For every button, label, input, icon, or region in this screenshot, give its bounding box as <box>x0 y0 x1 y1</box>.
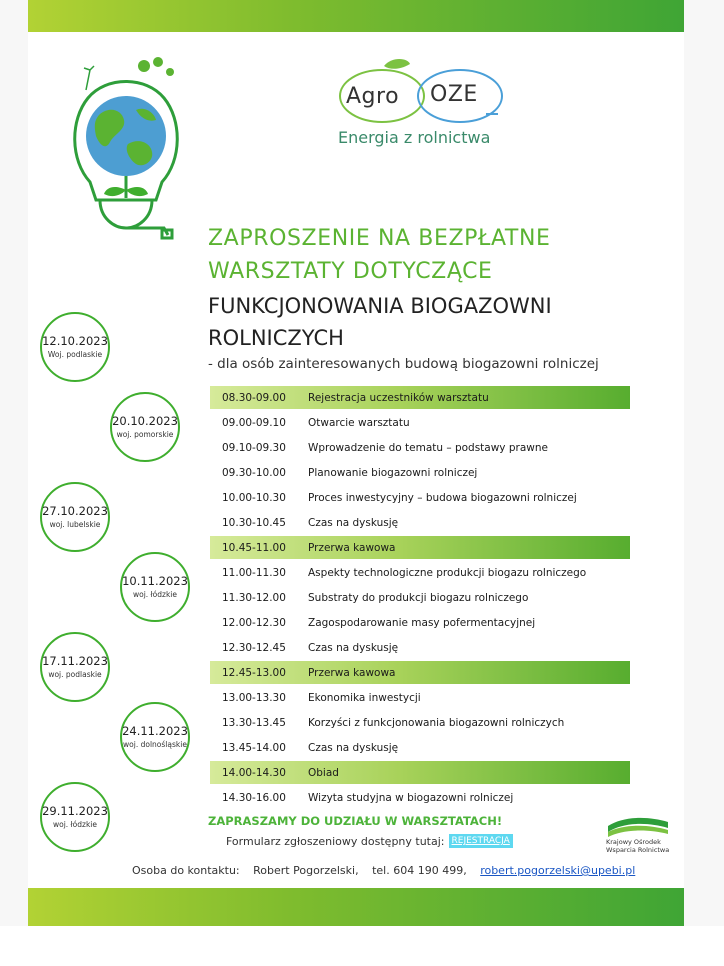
date-circle <box>40 782 110 852</box>
agenda-activity: Czas na dyskusję <box>308 741 399 754</box>
date-circle-date: 12.10.2023 <box>42 334 108 348</box>
contact-phone: tel. 604 190 499, <box>372 864 467 877</box>
page-margin-bottom <box>0 926 724 966</box>
agenda-time: 13.30-13.45 <box>222 716 286 729</box>
agenda-time: 11.00-11.30 <box>222 566 286 579</box>
date-circle-date: 20.10.2023 <box>112 414 178 428</box>
agenda-activity: Planowanie biogazowni rolniczej <box>308 466 478 479</box>
date-circle-date: 29.11.2023 <box>42 804 108 818</box>
contact-email-link[interactable]: robert.pogorzelski@upebi.pl <box>480 864 636 877</box>
date-circle-region: woj. lubelskie <box>49 520 101 529</box>
agenda-activity: Wprowadzenie do tematu – podstawy prawne <box>308 441 548 454</box>
date-circle-region: woj. dolnośląskie <box>123 740 187 749</box>
agenda-activity: Ekonomika inwestycji <box>308 691 421 704</box>
logo-oze-text: OZE <box>430 82 478 107</box>
date-circle <box>110 392 180 462</box>
agenda-row-highlight <box>210 761 630 784</box>
logo-agro-text: Agro <box>346 84 400 109</box>
agenda-activity: Przerwa kawowa <box>308 541 396 554</box>
agenda-row <box>210 435 630 460</box>
agenda-row <box>210 610 630 635</box>
agenda-time: 12.00-12.30 <box>222 616 286 629</box>
top-green-band <box>28 0 684 32</box>
heading-line-3: FUNKCJONOWANIA BIOGAZOWNI <box>208 294 552 318</box>
heading-subtitle: - dla osób zainteresowanych budową biogazowni rolniczej <box>208 356 599 372</box>
agenda-activity: Czas na dyskusję <box>308 516 399 529</box>
date-circle <box>40 482 110 552</box>
agenda-activity: Obiad <box>308 766 339 779</box>
agenda-time: 11.30-12.00 <box>222 591 286 604</box>
agenda-row <box>210 685 630 710</box>
agenda-row <box>210 410 630 435</box>
agenda-activity: Korzyści z funkcjonowania biogazowni rolniczych <box>308 716 565 729</box>
agenda-activity: Rejestracja uczestników warsztatu <box>308 391 489 404</box>
agenda-time: 10.30-10.45 <box>222 516 286 529</box>
date-circle <box>40 312 110 382</box>
agenda-row <box>210 785 630 810</box>
date-circle-region: woj. łódzkie <box>52 820 98 829</box>
agenda-row-highlight <box>210 386 630 409</box>
agenda-time: 10.45-11.00 <box>222 541 286 554</box>
date-circle <box>120 552 190 622</box>
heading-line-1: ZAPROSZENIE NA BEZPŁATNE <box>208 226 551 251</box>
agenda-time: 09.00-09.10 <box>222 416 286 429</box>
date-circle-date: 10.11.2023 <box>122 574 188 588</box>
date-circle-region: woj. pomorskie <box>116 430 174 439</box>
date-circle-date: 27.10.2023 <box>42 504 108 518</box>
agenda-row-highlight <box>210 536 630 559</box>
agenda-time: 08.30-09.00 <box>222 391 286 404</box>
registration-text: Formularz zgłoszeniowy dostępny tutaj: <box>226 834 445 848</box>
agenda-row-highlight <box>210 661 630 684</box>
logo-subtitle: Energia z rolnictwa <box>338 128 491 147</box>
date-circle-date: 24.11.2023 <box>122 724 188 738</box>
agenda-time: 09.30-10.00 <box>222 466 286 479</box>
date-circle <box>40 632 110 702</box>
register-button[interactable]: REJESTRACJA <box>449 834 513 848</box>
agenda-row <box>210 560 630 585</box>
agenda-activity: Aspekty technologiczne produkcji biogazu rolniczego <box>308 566 587 579</box>
date-circle-region: Woj. podlaskie <box>47 350 103 359</box>
agenda-time: 12.30-12.45 <box>222 641 286 654</box>
bottom-green-band <box>28 888 684 926</box>
agenda-activity: Wizyta studyjna w biogazowni rolniczej <box>308 791 514 804</box>
kowr-line-2: Wsparcia Rolnictwa <box>606 846 670 854</box>
agenda-activity: Czas na dyskusję <box>308 641 399 654</box>
agenda-activity: Przerwa kawowa <box>308 666 396 679</box>
date-circle-region: woj. łódzkie <box>132 590 178 599</box>
page-margin-left <box>0 0 28 926</box>
date-circle-region: woj. podlaskie <box>48 670 102 679</box>
agenda-time: 12.45-13.00 <box>222 666 286 679</box>
agenda-row <box>210 485 630 510</box>
date-circle-date: 17.11.2023 <box>42 654 108 668</box>
heading-line-4: ROLNICZYCH <box>208 326 344 350</box>
date-circle <box>120 702 190 772</box>
agenda-row <box>210 585 630 610</box>
agenda-activity: Proces inwestycyjny – budowa biogazowni rolniczej <box>308 491 577 504</box>
agenda-time: 13.45-14.00 <box>222 741 286 754</box>
agenda-activity: Substraty do produkcji biogazu rolniczego <box>308 591 529 604</box>
agenda-row <box>210 635 630 660</box>
agenda-time: 14.30-16.00 <box>222 791 286 804</box>
agro-oze-logo <box>334 52 506 164</box>
heading-line-2: WARSZTATY DOTYCZĄCE <box>208 259 493 284</box>
agenda-activity: Zagospodarowanie masy pofermentacyjnej <box>308 616 536 629</box>
eco-bulb-globe-icon <box>66 50 186 250</box>
contact-label: Osoba do kontaktu: <box>132 864 240 877</box>
agenda-row <box>210 460 630 485</box>
kowr-logo-text <box>606 838 686 854</box>
call-to-action: ZAPRASZAMY DO UDZIAŁU W WARSZTATACH! <box>208 814 503 828</box>
agenda-activity: Otwarcie warsztatu <box>308 416 410 429</box>
agenda-time: 09.10-09.30 <box>222 441 286 454</box>
agenda-time: 10.00-10.30 <box>222 491 286 504</box>
agenda-row <box>210 710 630 735</box>
registration-line <box>226 834 513 848</box>
page-margin-right <box>684 0 724 926</box>
contact-line <box>132 864 635 877</box>
contact-name: Robert Pogorzelski, <box>253 864 359 877</box>
kowr-line-1: Krajowy Ośrodek <box>606 838 661 846</box>
agenda-row <box>210 735 630 760</box>
agenda-table <box>210 385 630 810</box>
agenda-time: 14.00-14.30 <box>222 766 286 779</box>
agenda-time: 13.00-13.30 <box>222 691 286 704</box>
agenda-row <box>210 510 630 535</box>
